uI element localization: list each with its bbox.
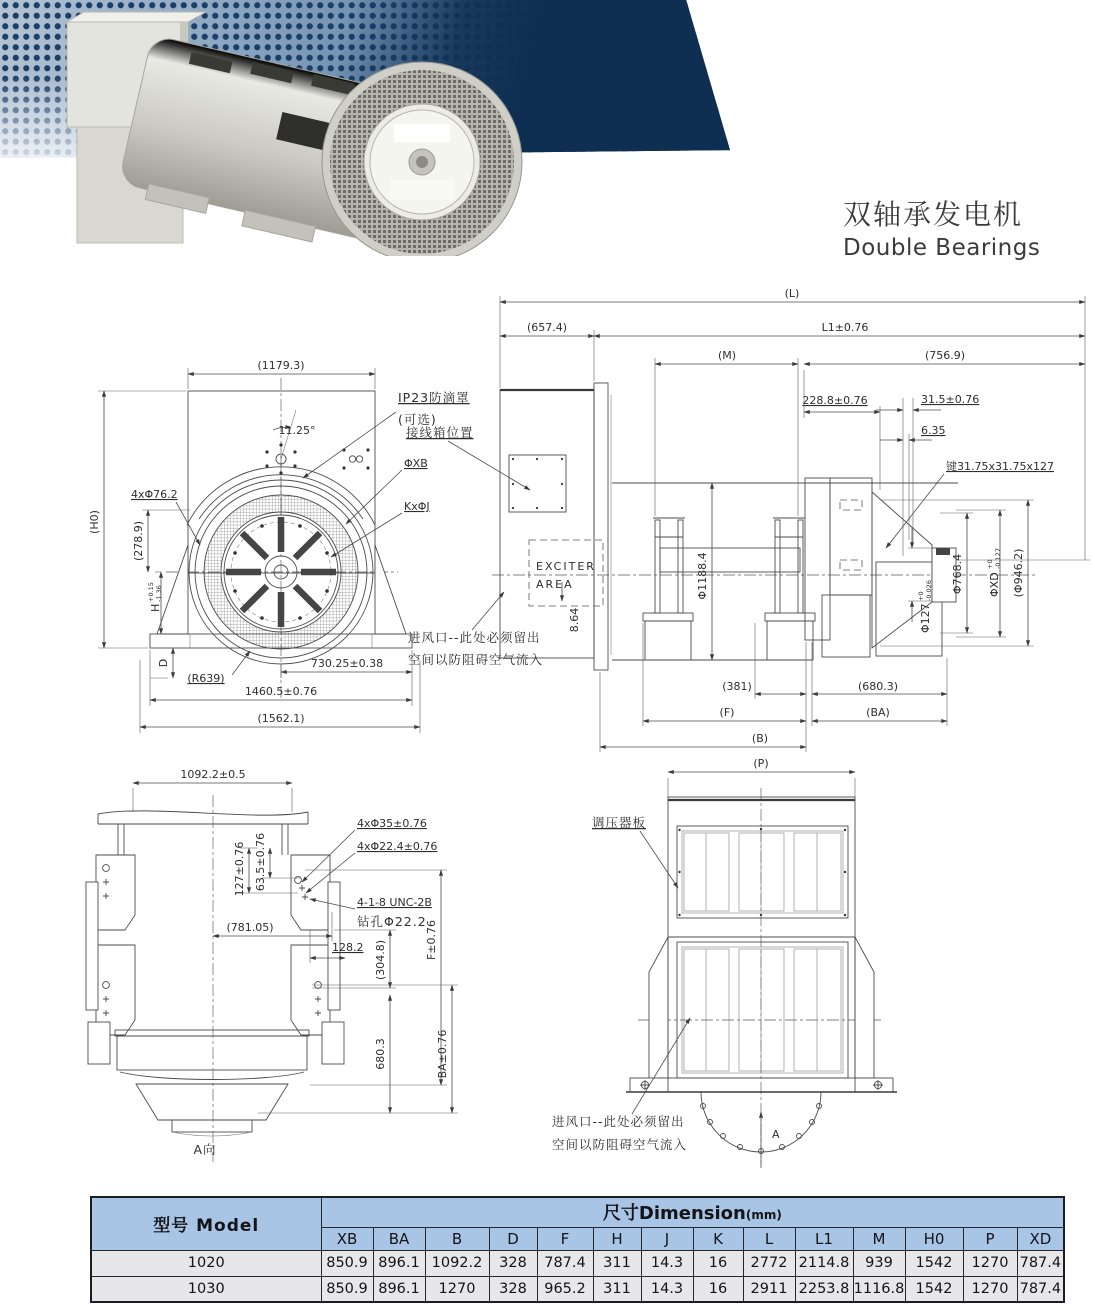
exciter-area-label: AREA (536, 578, 574, 591)
bottom-view (86, 768, 458, 1162)
column-header: J (641, 1227, 693, 1250)
dim-label: 4-1-8 UNC-2B (357, 896, 432, 909)
dim-h-tolerance (147, 582, 163, 612)
column-header: H (593, 1227, 641, 1250)
svg-text:ΦXD: ΦXD (988, 572, 1001, 597)
note-air-inlet: 空间以防阻碍空气流入 (552, 1137, 688, 1152)
dim-label: 127±0.76 (233, 841, 246, 897)
svg-text:Φ127: Φ127 (919, 603, 932, 633)
column-header: D (489, 1227, 537, 1250)
column-header: K (693, 1227, 743, 1250)
dim-label: 31.5±0.76 (921, 393, 980, 406)
page-title-zh: 双轴承发电机 (843, 198, 1024, 231)
svg-text:-0.127: -0.127 (994, 548, 1002, 569)
page-title-en: Double Bearings (843, 235, 1041, 261)
note-air-inlet: 进风口--此处必须留出 (408, 630, 541, 645)
dim-label: 4xΦ22.4±0.76 (357, 840, 438, 853)
dim-label: 730.25±0.38 (310, 657, 384, 670)
dim-label: 4xΦ35±0.76 (357, 817, 427, 830)
dim-label: Φ1188.4 (696, 552, 709, 600)
dimension-table (90, 1196, 1065, 1303)
dim-127-tolerance (917, 580, 933, 633)
dim-label: (680.3) (857, 680, 899, 693)
column-header: L1 (795, 1227, 853, 1250)
dim-label: (304.8) (374, 939, 387, 981)
dim-label: (278.9) (132, 520, 145, 562)
note-ip23-optional: (可选) (398, 412, 437, 427)
dim-label: (756.9) (924, 349, 966, 362)
dim-label: (1179.3) (257, 359, 305, 372)
dim-label: (M) (717, 349, 737, 362)
dim-label: 11.25° (278, 424, 316, 437)
dim-label: 63.5±0.76 (254, 832, 267, 892)
dim-label: 1460.5±0.76 (244, 685, 318, 698)
dim-label: 4xΦ76.2 (131, 488, 178, 501)
column-header: P (963, 1227, 1017, 1250)
dim-label: (657.4) (526, 321, 568, 334)
svg-text:+0: +0 (986, 559, 994, 569)
model-cell: 1030 (91, 1276, 321, 1302)
column-header: BA (373, 1227, 425, 1250)
column-header: XB (321, 1227, 373, 1250)
note-air-inlet: 空间以防阻碍空气流入 (408, 652, 544, 667)
pedestal-1 (643, 518, 693, 660)
svg-text:-1.36: -1.36 (155, 585, 163, 602)
column-header: L (743, 1227, 795, 1250)
dim-xd-tolerance (986, 548, 1002, 597)
table-header-dimension: 尺寸Dimension(mm) (321, 1197, 1064, 1227)
dim-label: (1562.1) (257, 712, 305, 725)
svg-text:H: H (149, 603, 162, 612)
dim-label: 8.64 (568, 607, 581, 633)
table-row: 1030 850.9 896.1 1270 328 965.2 311 14.3 16 2911 2253.8 1116.8 1542 1270 787.4 (91, 1276, 1064, 1302)
dim-label: (Φ946.2) (1012, 548, 1025, 598)
direction-a-label: A (772, 1128, 780, 1141)
dim-label: L1±0.76 (821, 321, 869, 334)
dim-label: (L) (784, 288, 800, 300)
front-view (88, 359, 470, 733)
dim-label: (H0) (88, 510, 101, 534)
end-cage (322, 62, 522, 256)
column-header: XD (1017, 1227, 1064, 1250)
exciter-area-label: EXCITER (536, 560, 596, 573)
note-regulator: 调压器板 (592, 815, 647, 830)
dim-label: 6.35 (921, 424, 946, 437)
note-ip23: IP23防滴罩 (398, 390, 470, 405)
dim-label: 1092.2±0.5 (180, 768, 246, 781)
dim-label: BA±0.76 (436, 1029, 449, 1079)
column-header: F (537, 1227, 593, 1250)
base-bolts (640, 1080, 883, 1090)
dim-label: (P) (753, 757, 769, 770)
column-header: M (853, 1227, 905, 1250)
fan-housing (88, 1022, 344, 1136)
dim-label: (381) (722, 680, 752, 693)
dim-label: 128.2 (332, 941, 364, 954)
side-view (406, 288, 1090, 752)
column-header: B (425, 1227, 489, 1250)
dim-label: 228.8±0.76 (802, 394, 868, 407)
dim-label: 680.3 (374, 1038, 387, 1070)
svg-text:-0.026: -0.026 (925, 580, 933, 601)
product-photo (22, 4, 567, 256)
dim-label: (BA) (866, 706, 890, 719)
dim-label: 键31.75x31.75x127 (946, 460, 1054, 473)
grille-bolts (678, 828, 846, 916)
table-header-model: 型号 Model (91, 1197, 321, 1250)
dim-label: (781.05) (226, 921, 274, 934)
left-brackets (86, 855, 135, 1035)
technical-drawings (0, 288, 1095, 1190)
svg-text:+0.15: +0.15 (147, 582, 155, 602)
dim-label: ΦXB (404, 457, 428, 470)
column-header: H0 (905, 1227, 963, 1250)
dim-label: D (157, 658, 170, 668)
title-block (843, 193, 1040, 261)
dim-label: Φ768.4 (951, 553, 964, 595)
dim-label: (R639) (187, 672, 225, 685)
table-row: 1020 850.9 896.1 1092.2 328 787.4 311 14.3 16 2772 2114.8 939 1542 1270 787.4 (91, 1250, 1064, 1276)
model-cell: 1020 (91, 1250, 321, 1276)
pedestal-2 (765, 518, 815, 660)
svg-text:+0: +0 (917, 591, 925, 601)
dim-label: KxΦJ (404, 500, 430, 513)
note-terminal-box: 接线箱位置 (406, 425, 474, 440)
rear-view (552, 757, 897, 1168)
dim-label: (F) (719, 706, 735, 719)
dim-label: (B) (751, 732, 769, 745)
note-air-inlet: 进风口--此处必须留出 (552, 1114, 685, 1129)
dim-label: F±0.76 (425, 919, 438, 961)
dim-label: 钻孔Φ22.2 (357, 914, 427, 929)
view-label-a: A向 (193, 1142, 217, 1157)
